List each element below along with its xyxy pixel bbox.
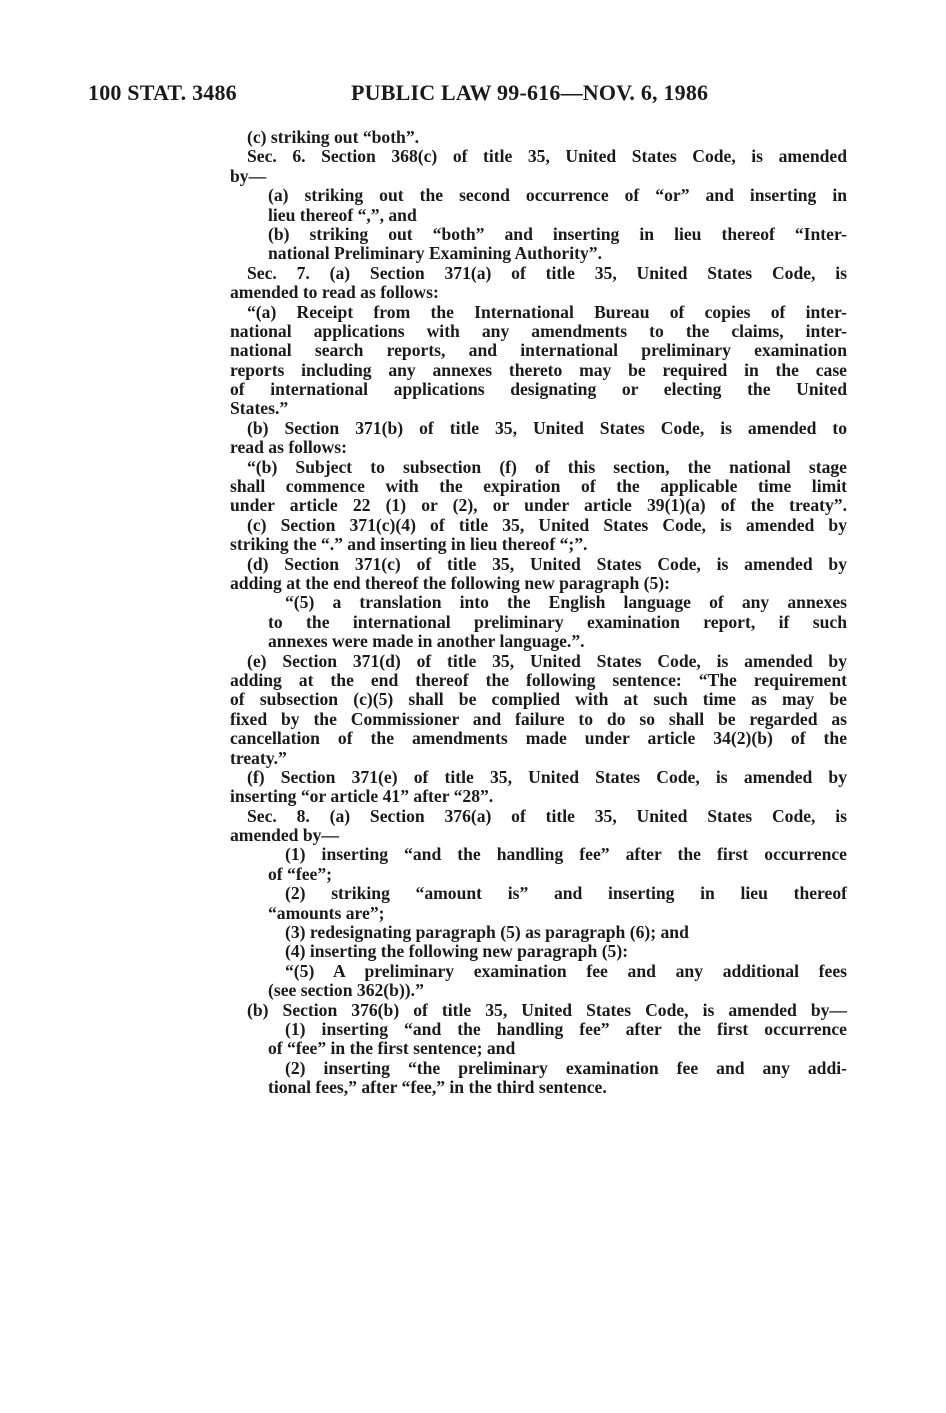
text-line: (1) inserting “and the handling fee” after the first occurrence (285, 844, 847, 865)
text-line: national applications with any amendments to the claims, inter- (230, 320, 847, 341)
text-line: national search reports, and international preliminary examination (230, 340, 847, 361)
page-header (88, 80, 848, 114)
text-line: (a) striking out the second occurrence of “or” and inserting in (268, 185, 847, 206)
text-line: cancellation of the amendments made under article 34(2)(b) of the (230, 728, 847, 749)
text-line: (b) Section 371(b) of title 35, United States Code, is amended to (247, 417, 847, 438)
text-line: inserting “or article 41” after “28”. (230, 786, 494, 807)
text-line: of “fee” in the first sentence; and (268, 1038, 516, 1059)
text-line: “(5) A preliminary examination fee and any additional fees (285, 960, 847, 981)
text-line: treaty.” (230, 747, 287, 768)
text-line: of subsection (c)(5) shall be complied with at such time as may be (230, 689, 847, 710)
text-line: “(b) Subject to subsection (f) of this section, the national stage (247, 456, 847, 477)
text-line: by— (230, 165, 267, 186)
text-line: striking the “.” and inserting in lieu thereof “;”. (230, 534, 588, 555)
text-line: States.” (230, 398, 289, 419)
text-line: fixed by the Commissioner and failure to do so shall be regarded as (230, 708, 847, 729)
text-line: of “fee”; (268, 863, 332, 884)
text-line: Sec. 8. (a) Section 376(a) of title 35, United States Code, is (247, 805, 847, 826)
text-line: reports including any annexes thereto may be required in the case (230, 359, 847, 380)
text-line: (see section 362(b)).” (268, 980, 424, 1001)
text-line: to the international preliminary examination report, if such (268, 611, 847, 632)
text-line: tional fees,” after “fee,” in the third sentence. (268, 1077, 607, 1098)
text-line: Sec. 7. (a) Section 371(a) of title 35, United States Code, is (247, 262, 847, 283)
text-line: (3) redesignating paragraph (5) as paragraph (6); and (285, 922, 689, 943)
stat-page-number: 100 STAT. 3486 (88, 80, 237, 105)
text-line: (2) inserting “the preliminary examination fee and any addi- (285, 1057, 847, 1078)
text-line: read as follows: (230, 437, 347, 458)
text-line: (c) Section 371(c)(4) of title 35, United States Code, is amended by (247, 514, 847, 535)
text-line: “(5) a translation into the English language of any annexes (285, 592, 847, 613)
text-line: (f) Section 371(e) of title 35, United States Code, is amended by (247, 766, 847, 787)
text-line: “amounts are”; (268, 902, 385, 923)
text-line: Sec. 6. Section 368(c) of title 35, United States Code, is amended (247, 146, 847, 167)
text-line: of international applications designating or electing the United (230, 379, 847, 400)
text-line: (1) inserting “and the handling fee” after the first occurrence (285, 1018, 847, 1039)
text-line: amended to read as follows: (230, 282, 439, 303)
text-line: amended by— (230, 825, 339, 846)
text-line: (2) striking “amount is” and inserting in lieu thereof (285, 883, 847, 904)
public-law-title: PUBLIC LAW 99-616—NOV. 6, 1986 (351, 80, 709, 105)
text-line: under article 22 (1) or (2), or under article 39(1)(a) of the treaty”. (230, 495, 847, 516)
document-body (230, 128, 847, 1098)
text-line: (c) striking out “both”. (247, 127, 420, 147)
text-line: (b) Section 376(b) of title 35, United States Code, is amended by— (247, 999, 847, 1020)
text-line: (b) striking out “both” and inserting in lieu thereof “Inter- (268, 223, 847, 244)
text-line: “(a) Receipt from the International Bureau of copies of inter- (247, 301, 847, 322)
text-line: adding at the end thereof the following new paragraph (5): (230, 572, 671, 593)
text-line: adding at the end thereof the following sentence: “The requirement (230, 669, 847, 690)
text-line: shall commence with the expiration of the applicable time limit (230, 476, 847, 497)
text-line: annexes were made in another language.”. (268, 631, 585, 652)
text-line: (e) Section 371(d) of title 35, United States Code, is amended by (247, 650, 847, 671)
text-line: lieu thereof “,”, and (268, 204, 417, 225)
text-line: (4) inserting the following new paragraph (5): (285, 941, 629, 962)
text-line: national Preliminary Examining Authority”. (268, 243, 602, 264)
text-line: (d) Section 371(c) of title 35, United States Code, is amended by (247, 553, 847, 574)
